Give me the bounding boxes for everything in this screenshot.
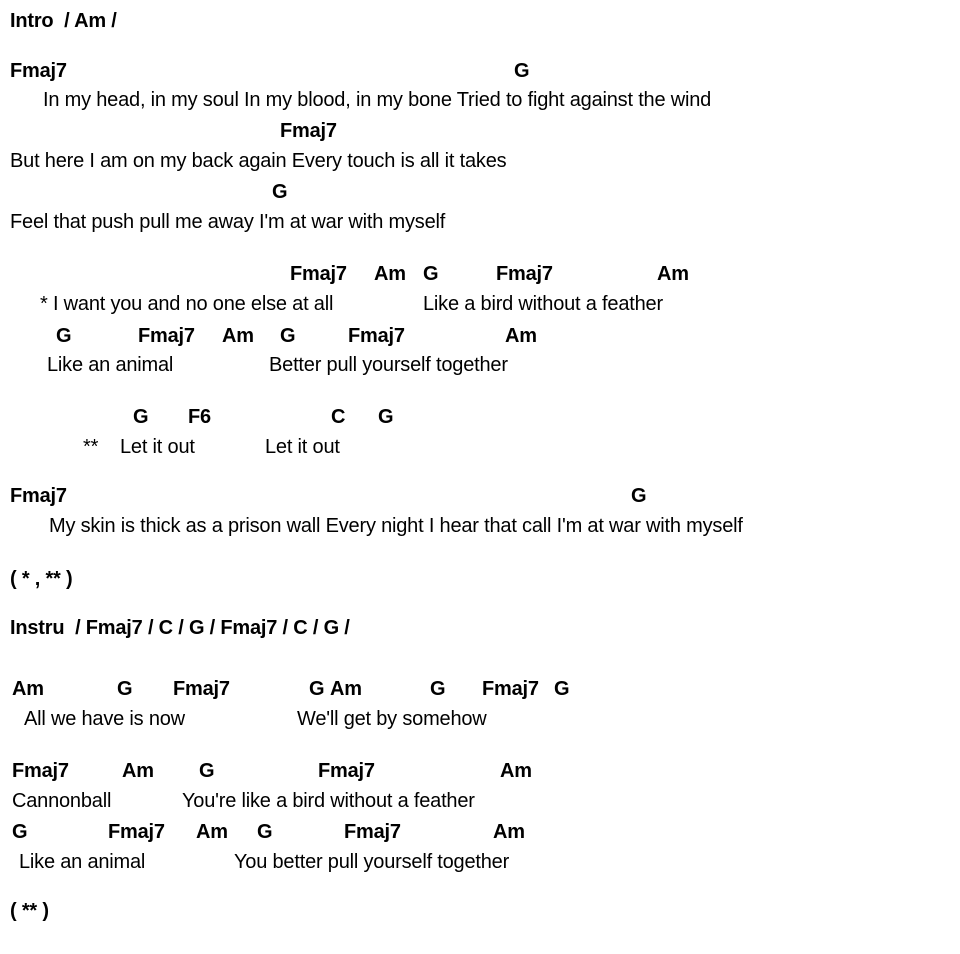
chord-symbol: G	[423, 263, 439, 285]
chord-symbol: G	[117, 678, 133, 700]
lyric-text: Like an animal	[19, 851, 146, 873]
chord-symbol: G	[257, 821, 273, 843]
chord-line	[0, 676, 960, 702]
chord-symbol: Am	[122, 760, 154, 782]
chord-symbol: Am	[505, 325, 537, 347]
lyric-line	[0, 209, 960, 235]
section-label-text: Instru / Fmaj7 / C / G / Fmaj7 / C / G /	[10, 617, 350, 639]
chord-symbol: Fmaj7	[318, 760, 375, 782]
chord-line	[0, 58, 960, 84]
lyric-line	[0, 788, 960, 814]
chord-line	[0, 118, 960, 144]
chord-symbol: G	[378, 406, 394, 428]
chord-symbol: G	[56, 325, 72, 347]
chord-symbol: F6	[188, 406, 211, 428]
section-label-line	[0, 898, 960, 924]
chord-symbol: Am	[196, 821, 228, 843]
chord-symbol: G	[280, 325, 296, 347]
chord-line	[0, 758, 960, 784]
chord-line	[0, 323, 960, 349]
chord-symbol: Am	[374, 263, 406, 285]
chord-symbol: G	[309, 678, 325, 700]
lyric-text: All we have is now	[24, 708, 185, 730]
lyric-line	[0, 434, 960, 460]
chord-symbol: G	[631, 485, 647, 507]
chord-symbol: Fmaj7	[138, 325, 195, 347]
lyric-line	[0, 291, 960, 317]
lyric-text: Let it out	[265, 436, 340, 458]
chord-symbol: Fmaj7	[10, 60, 67, 82]
chord-symbol: Am	[657, 263, 689, 285]
chord-symbol: Am	[222, 325, 254, 347]
chord-symbol: G	[430, 678, 446, 700]
chord-symbol: G	[272, 181, 288, 203]
chord-symbol: Fmaj7	[496, 263, 553, 285]
lyric-text: * I want you and no one else at all	[40, 293, 334, 315]
section-label-line	[0, 566, 960, 592]
chord-symbol: Am	[500, 760, 532, 782]
section-label-line	[0, 8, 960, 34]
chord-symbol: C	[331, 406, 346, 428]
chord-symbol: Am	[493, 821, 525, 843]
chord-symbol: Fmaj7	[280, 120, 337, 142]
section-label-text: ( ** )	[10, 900, 49, 922]
lyric-text: Feel that push pull me away I'm at war with myself	[10, 211, 446, 233]
lyric-line	[0, 352, 960, 378]
chord-symbol: G	[554, 678, 570, 700]
lyric-line	[0, 706, 960, 732]
section-label-text: ( * , ** )	[10, 568, 73, 590]
lyric-text: Cannonball	[12, 790, 112, 812]
lyric-text: Let it out	[120, 436, 195, 458]
chord-symbol: Fmaj7	[10, 485, 67, 507]
chord-symbol: G	[12, 821, 28, 843]
chord-line	[0, 819, 960, 845]
lyric-line	[0, 87, 960, 113]
chord-symbol: G	[199, 760, 215, 782]
chord-symbol: Fmaj7	[12, 760, 69, 782]
lyric-text: But here I am on my back again Every touch is all it takes	[10, 150, 507, 172]
lyric-line	[0, 849, 960, 875]
lyric-text: Better pull yourself together	[269, 354, 508, 376]
lyric-text: Like an animal	[47, 354, 174, 376]
chord-symbol: Am	[330, 678, 362, 700]
lyric-line	[0, 513, 960, 539]
chord-symbol: Fmaj7	[173, 678, 230, 700]
chord-symbol: G	[133, 406, 149, 428]
lyric-text: We'll get by somehow	[297, 708, 487, 730]
chord-line	[0, 179, 960, 205]
lyric-text: Like a bird without a feather	[423, 293, 663, 315]
chord-symbol: Fmaj7	[482, 678, 539, 700]
lyric-text: **	[83, 436, 99, 458]
lyric-line	[0, 148, 960, 174]
chord-symbol: Fmaj7	[348, 325, 405, 347]
chord-symbol: G	[514, 60, 530, 82]
chord-line	[0, 483, 960, 509]
lyric-text: My skin is thick as a prison wall Every night I hear that call I'm at war with myself	[49, 515, 743, 537]
section-label-line	[0, 615, 960, 641]
chord-symbol: Fmaj7	[290, 263, 347, 285]
section-label-text: Intro / Am /	[10, 10, 117, 32]
chord-symbol: Am	[12, 678, 44, 700]
lyric-text: In my head, in my soul In my blood, in my bone Tried to fight against the wind	[43, 89, 712, 111]
chord-line	[0, 261, 960, 287]
lyric-text: You're like a bird without a feather	[182, 790, 475, 812]
chord-symbol: Fmaj7	[108, 821, 165, 843]
chord-line	[0, 404, 960, 430]
lyric-text: You better pull yourself together	[234, 851, 510, 873]
chord-symbol: Fmaj7	[344, 821, 401, 843]
